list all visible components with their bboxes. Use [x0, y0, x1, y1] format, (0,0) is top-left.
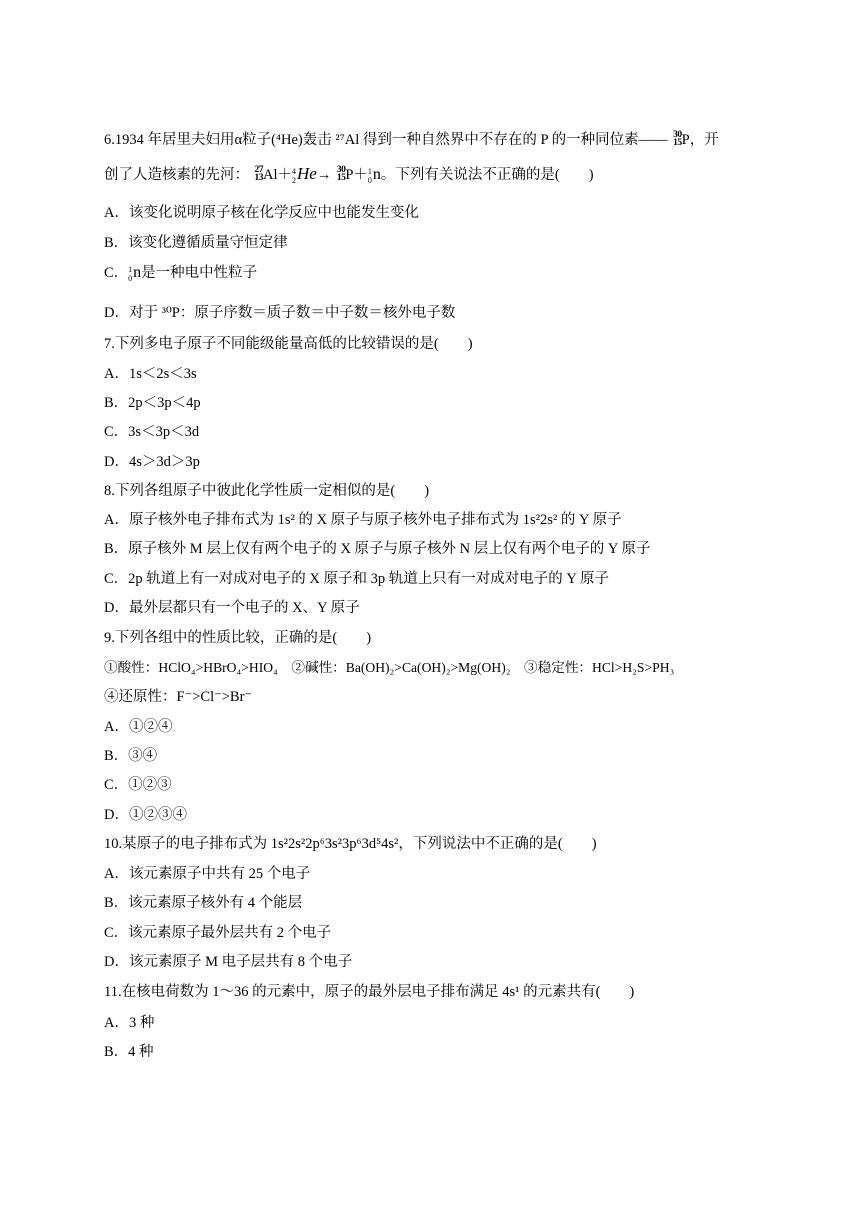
he-stack	[292, 167, 296, 185]
q10-option-b: B．该元素原子核外有 4 个能层	[104, 895, 303, 911]
q6-option-c	[104, 262, 257, 284]
q11-option-b: B．4 种	[104, 1044, 154, 1060]
n-proton: 0	[367, 175, 372, 185]
q10-option-a: A．该元素原子中共有 25 个电子	[104, 866, 311, 882]
p30-nuclide	[668, 131, 682, 151]
p30-proton: 15	[673, 138, 682, 149]
p-symbol: P＋	[345, 167, 368, 183]
q6-line2-post: 。下列有关说法不正确的是( )	[380, 167, 594, 183]
q9-option-a: A．①②④	[104, 719, 173, 735]
q9-items-line-1: ①酸性：HClO₄>HBrO₄>HIO₄ ②碱性：Ba(OH)₂>Ca(OH)₂>Mg(OH)₂ ③稳定性：HCl>H₂S>PH₃	[104, 660, 675, 675]
he-symbol: He	[297, 164, 317, 183]
q7-stem: 7.下列多电子原子不同能级能量高低的比较错误的是( )	[104, 336, 473, 352]
q7-option-b: B．2p＜3p＜4p	[104, 395, 201, 411]
optc-n-proton: 0	[128, 273, 133, 283]
optc-n-mass: 1	[128, 264, 133, 274]
q10-option-d: D．该元素原子 M 电子层共有 8 个电子	[104, 954, 353, 970]
q9-option-d: D．①②③④	[104, 807, 187, 823]
al-proton: 13	[254, 173, 263, 184]
q7-option-d: D．4s＞3d＞3p	[104, 454, 200, 470]
al-symbol: Al＋	[263, 167, 292, 183]
q9-option-c: C．①②③	[104, 777, 172, 793]
p30b-nuclide	[331, 166, 345, 186]
q10-stem: 10.某原子的电子排布式为 1s²2s²2p⁶3s²3p⁶3d⁵4s²，下列说法中不正确的是( )	[104, 836, 597, 852]
q9-items-line-2: ④还原性：F⁻>Cl⁻>Br⁻	[104, 689, 253, 705]
n-symbol: n	[372, 166, 381, 183]
al-mass: 27	[254, 164, 263, 175]
q6-stem-line-2	[104, 163, 594, 186]
q6-optc-post: 是一种电中性粒子	[141, 265, 258, 281]
reaction-arrow: →	[316, 167, 332, 183]
q6-line2-pre: 创了人造核素的先河：	[104, 167, 249, 183]
q6-option-b: B．该变化遵循质量守恒定律	[104, 235, 288, 251]
q11-stem: 11.在核电荷数为 1～36 的元素中，原子的最外层电子排布满足 4s¹ 的元素共有( )	[104, 984, 635, 1000]
q8-option-a: A．原子核外电子排布式为 1s² 的 X 原子与原子核外电子排布式为 1s²2s² 的 Y 原子	[104, 512, 622, 528]
q8-option-d: D．最外层都只有一个电子的 X、Y 原子	[104, 600, 360, 616]
q7-option-a: A．1s＜2s＜3s	[104, 366, 197, 382]
q7-option-c: C．3s＜3p＜3d	[104, 424, 200, 440]
q6-optc-pre: C．	[104, 265, 129, 281]
q6-option-d: D．对于 ³⁰P：原子序数＝质子数＝中子数＝核外电子数	[104, 305, 456, 321]
n-mass: 1	[367, 166, 372, 176]
p-proton: 15	[336, 173, 346, 184]
al27-nuclide	[249, 166, 263, 186]
he-mass: 4	[292, 166, 296, 176]
q11-option-a: A．3 种	[104, 1015, 155, 1031]
p30-mass: 30	[673, 129, 682, 140]
q6-line1-text: 6.1934 年居里夫妇用α粒子(⁴He)轰击 ²⁷Al 得到一种自然界中不存在的 P 的一种同位素——	[104, 132, 668, 148]
p30-symbol: P，开	[681, 132, 719, 148]
q8-stem: 8.下列各组原子中彼此化学性质一定相似的是( )	[104, 483, 430, 499]
q8-option-c: C．2p 轨道上有一对成对电子的 X 原子和 3p 轨道上只有一对成对电子的 Y 原子	[104, 571, 609, 587]
optc-n-symbol: n	[133, 264, 142, 281]
q6-stem-line-1	[104, 129, 719, 151]
q6-option-a: A．该变化说明原子核在化学反应中也能发生变化	[104, 205, 419, 221]
q10-option-c: C．该元素原子最外层共有 2 个电子	[104, 925, 332, 941]
q8-option-b: B．原子核外 M 层上仅有两个电子的 X 原子与原子核外 N 层上仅有两个电子的 Y 原子	[104, 541, 651, 557]
q9-option-b: B．③④	[104, 748, 158, 764]
n-stack	[368, 167, 372, 185]
optc-n-stack	[128, 265, 132, 283]
p-mass: 30	[336, 164, 346, 175]
q9-stem: 9.下列各组中的性质比较，正确的是( )	[104, 630, 372, 646]
he-proton: 2	[292, 175, 296, 185]
